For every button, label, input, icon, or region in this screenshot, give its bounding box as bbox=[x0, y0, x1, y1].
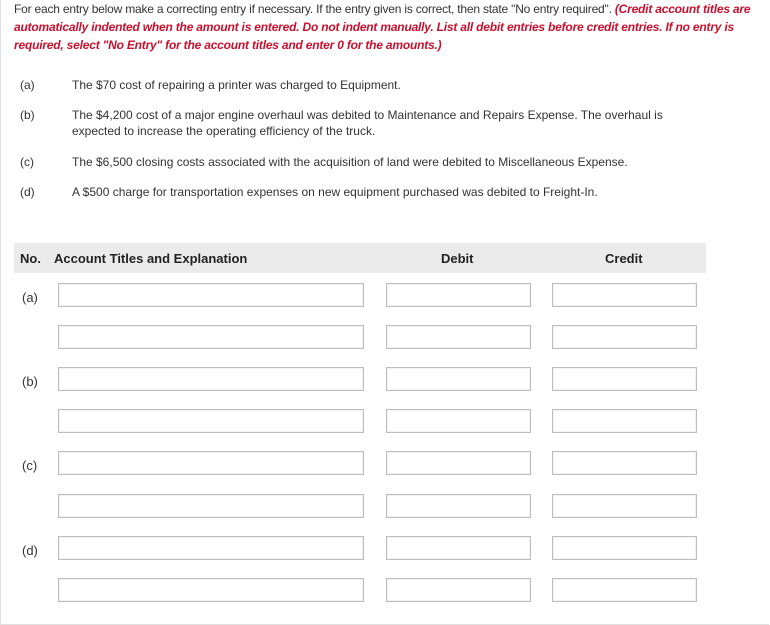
debit-input[interactable] bbox=[386, 451, 531, 475]
credit-input[interactable] bbox=[552, 283, 697, 307]
debit-input[interactable] bbox=[386, 325, 531, 349]
entry-letter: (b) bbox=[20, 108, 35, 122]
header-no: No. bbox=[20, 251, 41, 266]
credit-input[interactable] bbox=[552, 578, 697, 602]
debit-input[interactable] bbox=[386, 578, 531, 602]
instructions-main: For each entry below make a correcting entry if necessary. If the entry given is correct, then state "No entry required". bbox=[14, 2, 615, 16]
entry-letter: (c) bbox=[20, 155, 34, 169]
debit-input[interactable] bbox=[386, 494, 531, 518]
entry-letter: (a) bbox=[20, 78, 35, 92]
entry-text: The $4,200 cost of a major engine overhaul was debited to Maintenance and Repairs Expense. The overhaul is expected to increase the operating efficiency of the truck. bbox=[72, 108, 663, 138]
credit-input[interactable] bbox=[552, 494, 697, 518]
header-debit: Debit bbox=[441, 251, 474, 266]
entry-text: The $70 cost of repairing a printer was charged to Equipment. bbox=[72, 78, 401, 92]
entry-text: The $6,500 closing costs associated with the acquisition of land were debited to Miscellaneous Expense. bbox=[72, 155, 628, 169]
entry-text: A $500 charge for transportation expenses on new equipment purchased was debited to Freight-In. bbox=[72, 185, 598, 199]
account-title-input[interactable] bbox=[58, 536, 364, 560]
account-title-input[interactable] bbox=[58, 367, 364, 391]
row-label-d: (d) bbox=[22, 543, 38, 558]
debit-input[interactable] bbox=[386, 536, 531, 560]
instructions bbox=[14, 0, 759, 54]
account-title-input[interactable] bbox=[58, 409, 364, 433]
journal-table-header bbox=[14, 243, 706, 273]
credit-input[interactable] bbox=[552, 451, 697, 475]
account-title-input[interactable] bbox=[58, 494, 364, 518]
entry-letter: (d) bbox=[20, 185, 35, 199]
account-title-input[interactable] bbox=[58, 283, 364, 307]
instructions-note: (Credit account titles are automatically indented when the amount is entered. Do not indent manually. List all debit entries before credit entries. If no entry is required, select "No Entry" for the account titles and enter 0 for the amounts.) bbox=[14, 2, 751, 52]
account-title-input[interactable] bbox=[58, 451, 364, 475]
debit-input[interactable] bbox=[386, 283, 531, 307]
credit-input[interactable] bbox=[552, 536, 697, 560]
debit-input[interactable] bbox=[386, 367, 531, 391]
row-label-a: (a) bbox=[22, 290, 38, 305]
debit-input[interactable] bbox=[386, 409, 531, 433]
credit-input[interactable] bbox=[552, 367, 697, 391]
account-title-input[interactable] bbox=[58, 325, 364, 349]
header-account: Account Titles and Explanation bbox=[54, 251, 248, 266]
row-label-b: (b) bbox=[22, 374, 38, 389]
credit-input[interactable] bbox=[552, 409, 697, 433]
account-title-input[interactable] bbox=[58, 578, 364, 602]
credit-input[interactable] bbox=[552, 325, 697, 349]
row-label-c: (c) bbox=[22, 458, 38, 473]
header-credit: Credit bbox=[605, 251, 643, 266]
